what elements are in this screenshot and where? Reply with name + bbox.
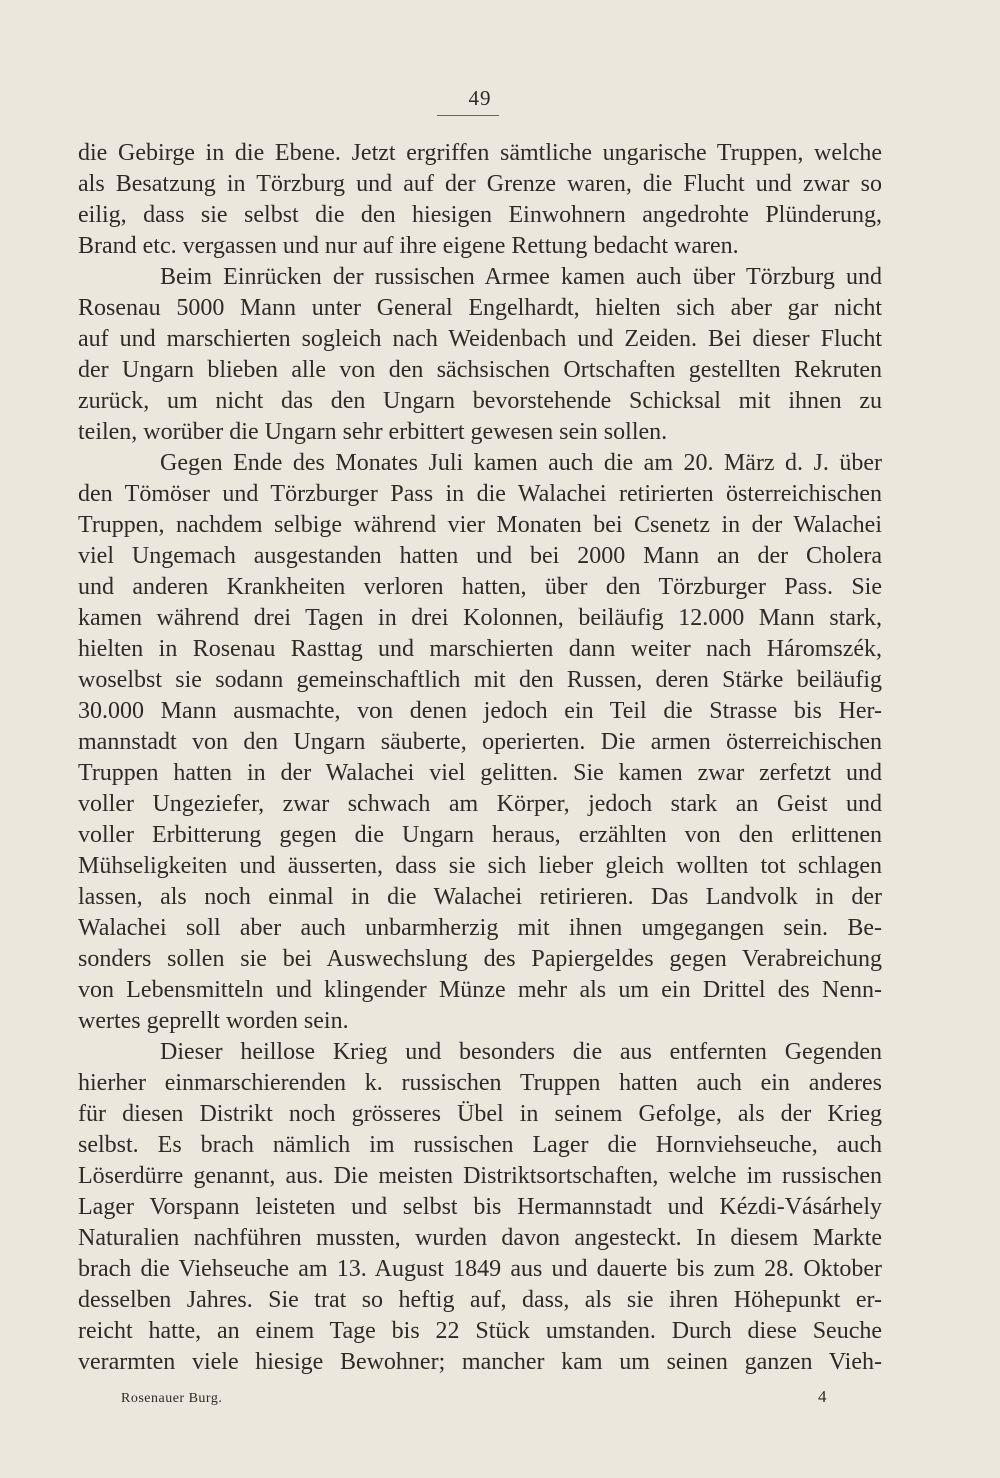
text-line: zurück, um nicht das den Ungarn bevorstehende Schicksal mit ihnen zu — [78, 388, 882, 414]
header-rule — [437, 115, 499, 116]
text-line: Rosenau 5000 Mann unter General Engelhardt, hielten sich aber gar nicht — [78, 295, 882, 321]
text-line: Brand etc. vergassen und nur auf ihre eigene Rettung bedacht waren. — [78, 233, 739, 259]
text-line: den Tömöser und Törzburger Pass in die Walachei retirierten österreichischen — [78, 481, 882, 507]
text-line: viel Ungemach ausgestanden hatten und bei 2000 Mann an der Cholera — [78, 543, 882, 569]
text-line: als Besatzung in Törzburg und auf der Grenze waren, die Flucht und zwar so — [78, 171, 882, 197]
text-line: für diesen Distrikt noch grösseres Übel in seinem Gefolge, als der Krieg — [78, 1101, 882, 1127]
footer-signature: Rosenauer Burg. — [121, 1391, 223, 1406]
text-line: Walachei soll aber auch unbarmherzig mit ihnen umgegangen sein. Be- — [78, 915, 882, 941]
text-line: 30.000 Mann ausmachte, von denen jedoch ein Teil die Strasse bis Her- — [78, 698, 882, 724]
text-line: Naturalien nachführen mussten, wurden davon angesteckt. In diesem Markte — [78, 1225, 882, 1251]
text-line: hielten in Rosenau Rasttag und marschierten dann weiter nach Háromszék, — [78, 636, 882, 662]
text-line: kamen während drei Tagen in drei Kolonnen, beiläufig 12.000 Mann stark, — [78, 605, 882, 631]
text-line: Gegen Ende des Monates Juli kamen auch die am 20. März d. J. über — [160, 450, 882, 476]
footer-sheet-number: 4 — [818, 1387, 827, 1406]
text-line: Dieser heillose Krieg und besonders die aus entfernten Gegenden — [160, 1039, 882, 1065]
text-line: Löserdürre genannt, aus. Die meisten Distriktsortschaften, welche im russischen — [78, 1163, 882, 1189]
text-line: woselbst sie sodann gemeinschaftlich mit den Russen, deren Stärke beiläufig — [78, 667, 882, 693]
text-line: teilen, worüber die Ungarn sehr erbittert gewesen sein sollen. — [78, 419, 668, 445]
text-line: Truppen hatten in der Walachei viel gelitten. Sie kamen zwar zerfetzt und — [78, 760, 882, 786]
text-line: voller Ungeziefer, zwar schwach am Körper, jedoch stark an Geist und — [78, 791, 882, 817]
text-line: hierher einmarschierenden k. russischen Truppen hatten auch ein anderes — [78, 1070, 882, 1096]
text-line: und anderen Krankheiten verloren hatten, über den Törzburger Pass. Sie — [78, 574, 882, 600]
text-line: wertes geprellt worden sein. — [78, 1008, 349, 1034]
text-line: auf und marschierten sogleich nach Weidenbach und Zeiden. Bei dieser Flucht — [78, 326, 882, 352]
text-line: mannstadt von den Ungarn säuberte, operierten. Die armen österreichischen — [78, 729, 882, 755]
text-line: von Lebensmitteln und klingender Münze mehr als um ein Drittel des Nenn- — [78, 977, 882, 1003]
text-line: Lager Vorspann leisteten und selbst bis Hermannstadt und Kézdi-Vásárhely — [78, 1194, 882, 1220]
text-line: reicht hatte, an einem Tage bis 22 Stück umstanden. Durch diese Seuche — [78, 1318, 882, 1344]
text-line: Beim Einrücken der russischen Armee kamen auch über Törzburg und — [160, 264, 882, 290]
text-line: die Gebirge in die Ebene. Jetzt ergriffen sämtliche ungarische Truppen, welche — [78, 140, 882, 166]
text-line: brach die Viehseuche am 13. August 1849 aus und dauerte bis zum 28. Oktober — [78, 1256, 882, 1282]
text-line: lassen, als noch einmal in die Walachei retirieren. Das Landvolk in der — [78, 884, 882, 910]
text-line: selbst. Es brach nämlich im russischen Lager die Hornviehseuche, auch — [78, 1132, 882, 1158]
text-line: der Ungarn blieben alle von den sächsischen Ortschaften gestellten Rekruten — [78, 357, 882, 383]
page-number: 49 — [468, 86, 492, 110]
text-line: verarmten viele hiesige Bewohner; mancher kam um seinen ganzen Vieh- — [78, 1349, 882, 1375]
text-line: eilig, dass sie selbst die den hiesigen Einwohnern angedrohte Plünderung, — [78, 202, 882, 228]
text-line: Mühseligkeiten und äusserten, dass sie sich lieber gleich wollten tot schlagen — [78, 853, 882, 879]
text-line: sonders sollen sie bei Auswechslung des Papiergeldes gegen Verabreichung — [78, 946, 882, 972]
text-line: Truppen, nachdem selbige während vier Monaten bei Csenetz in der Walachei — [78, 512, 882, 538]
text-line: desselben Jahres. Sie trat so heftig auf, dass, als sie ihren Höhepunkt er- — [78, 1287, 882, 1313]
text-line: voller Erbitterung gegen die Ungarn heraus, erzählten von den erlittenen — [78, 822, 882, 848]
body-text — [78, 138, 882, 1378]
